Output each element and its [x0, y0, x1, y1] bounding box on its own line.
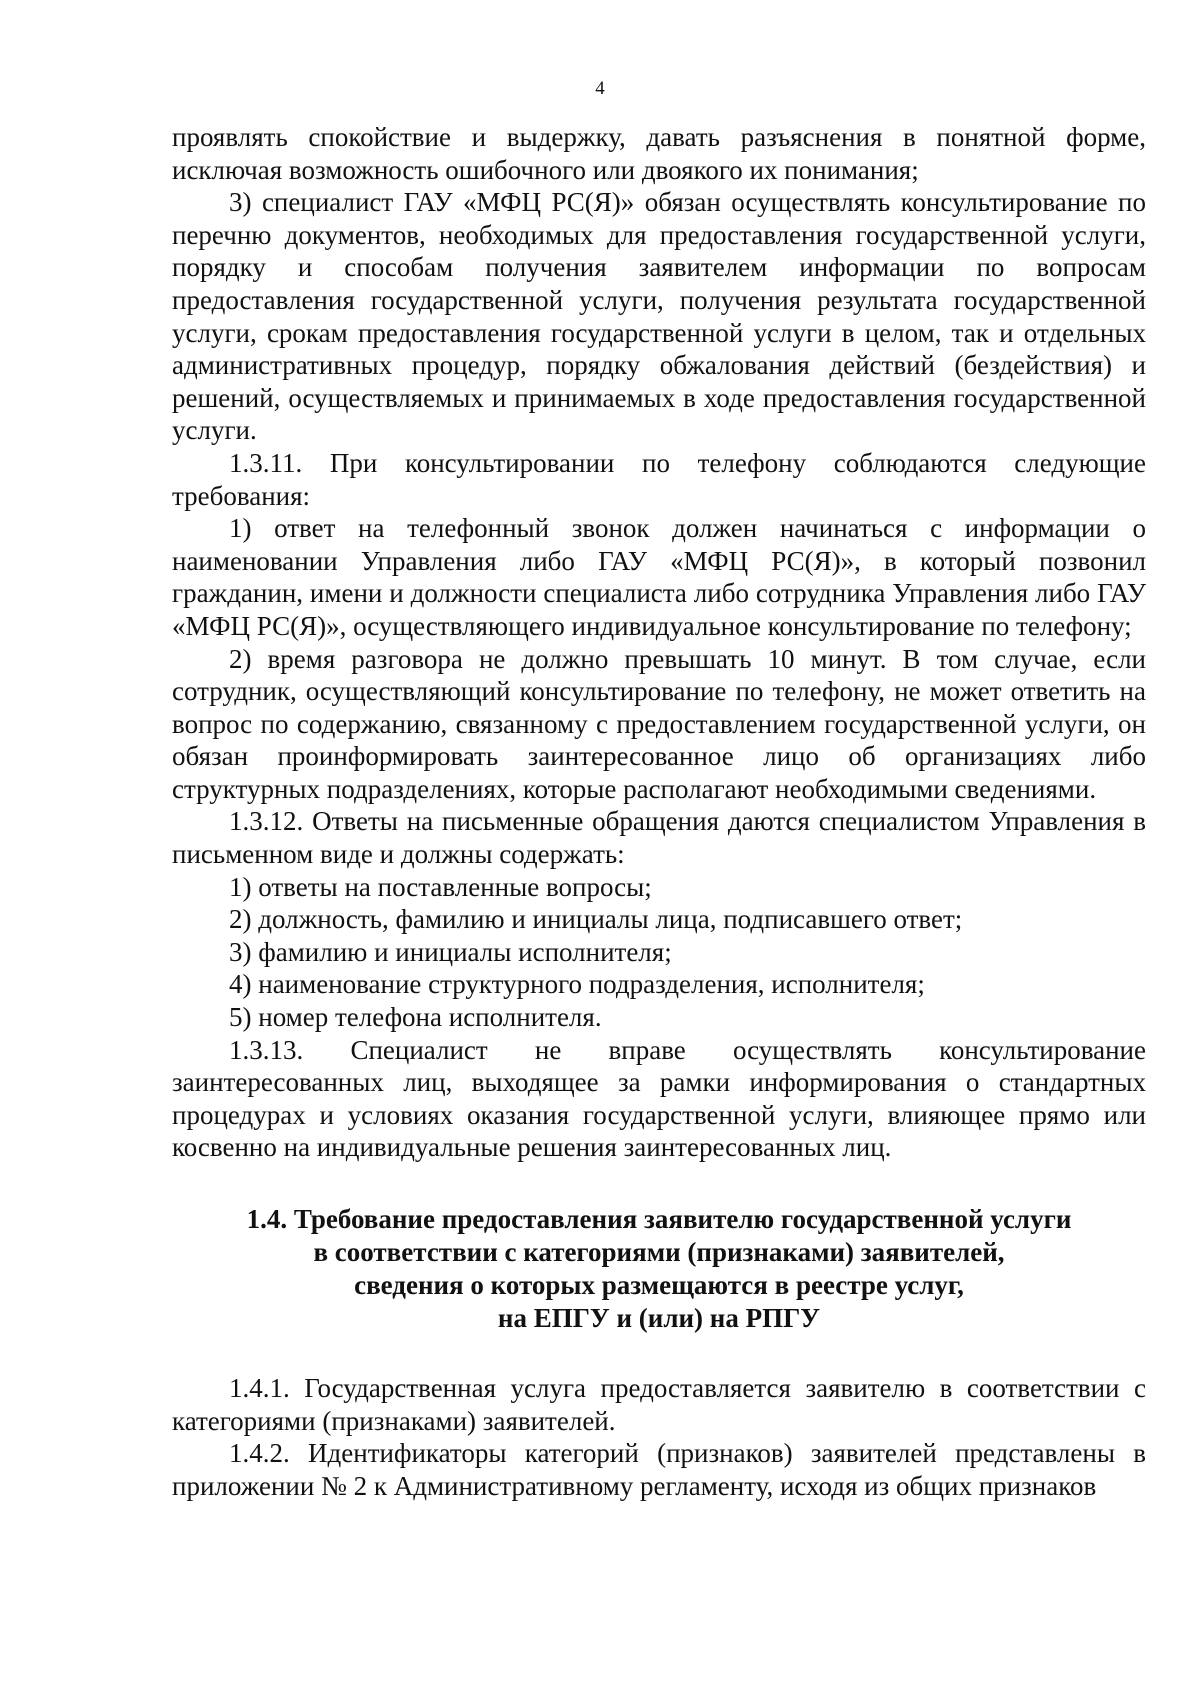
paragraph: 1.3.11. При консультировании по телефону соблюдаются следующие требования:: [172, 447, 1146, 511]
paragraph: 1.4.1. Государственная услуга предоставляется заявителю в соответствии с категориями (признаками) заявителей.: [172, 1373, 1146, 1436]
paragraph: проявлять спокойствие и выдержку, давать разъяснения в понятной форме, исключая возможность ошибочного или двоякого их понимания;: [172, 122, 1146, 185]
paragraph: 1.4.2. Идентификаторы категорий (признаков) заявителей представлены в приложении № 2 к Административному регламенту, исходя из общих признаков: [172, 1438, 1146, 1501]
section-heading-line: 1.4. Требование предоставления заявителю государственной услуги: [246, 1204, 1072, 1234]
list-item: 5) номер телефона исполнителя.: [229, 1002, 602, 1033]
page-number: 4: [595, 78, 605, 99]
paragraph: 1) ответ на телефонный звонок должен начинаться с информации о наименовании Управления либо ГАУ «МФЦ РС(Я)», в который позвонил гражданин, имени и должности специалиста либо сотрудника Управления либо ГАУ «МФЦ РС(Я)», осуществляющего индивидуальное консультирование по телефону;: [172, 513, 1146, 641]
paragraph: 1.3.12. Ответы на письменные обращения даются специалистом Управления в письменном виде и должны содержать:: [172, 806, 1146, 870]
section-heading: [172, 1203, 1146, 1335]
section-heading-line: сведения о которых размещаются в реестре услуг,: [354, 1270, 964, 1300]
paragraph: 3) специалист ГАУ «МФЦ РС(Я)» обязан осуществлять консультирование по перечню документов, необходимых для предоставления государственной услуги, порядку и способам получения заявителем информации по вопросам предоставления государственной услуги, получения результата государственной услуги, срокам предоставления государственной услуги в целом, так и отдельных административных процедур, порядку обжалования действий (бездействия) и решений, осуществляемых и принимаемых в ходе предоставления государственной услуги.: [172, 187, 1146, 446]
section-heading-line: в соответствии с категориями (признаками) заявителей,: [313, 1237, 1005, 1267]
paragraph: 1.3.13. Специалист не вправе осуществлять консультирование заинтересованных лиц, выходящее за рамки информирования о стандартных процедурах и условиях оказания государственной услуги, влияющее прямо или косвенно на индивидуальные решения заинтересованных лиц.: [172, 1034, 1146, 1163]
list-item: 2) должность, фамилию и инициалы лица, подписавшего ответ;: [229, 904, 963, 935]
paragraph: 2) время разговора не должно превышать 10 минут. В том случае, если сотрудник, осуществляющий консультирование по телефону, не может ответить на вопрос по содержанию, связанному с предоставлением государственной услуги, он обязан проинформировать заинтересованное лицо об организациях либо структурных подразделениях, которые располагают необходимыми сведениями.: [172, 643, 1146, 804]
document-body: [172, 121, 1146, 1502]
section-heading-line: на ЕПГУ и (или) на РПГУ: [497, 1303, 821, 1333]
list-item: 4) наименование структурного подразделения, исполнителя;: [229, 969, 925, 1000]
list-item: 3) фамилию и инициалы исполнителя;: [229, 936, 672, 967]
list-item: 1) ответы на поставленные вопросы;: [229, 871, 652, 902]
